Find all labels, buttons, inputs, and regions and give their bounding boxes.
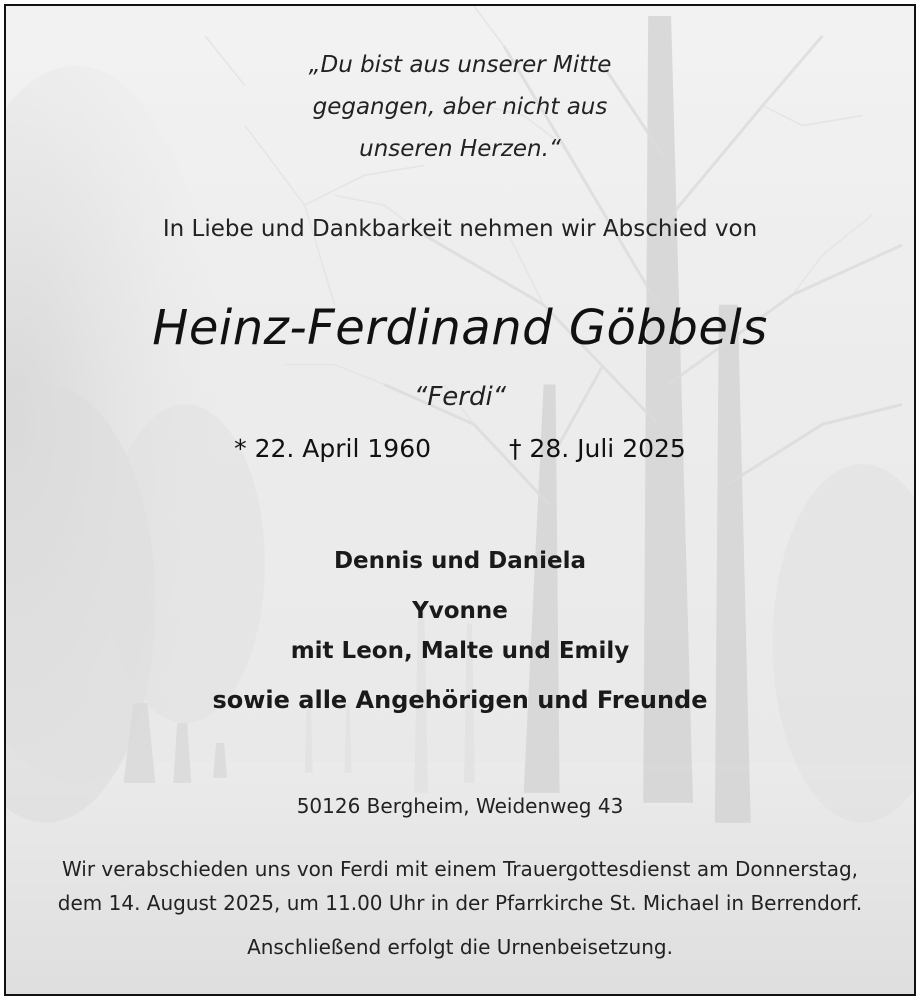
- obituary-notice: [4, 4, 916, 996]
- quote-line-2: gegangen, aber nicht aus: [312, 94, 608, 120]
- intro-text: In Liebe und Dankbarkeit nehmen wir Abschied von: [162, 216, 758, 242]
- service-line-1: Wir verabschieden uns von Ferdi mit einem Trauergottesdienst am Donnerstag,: [61, 857, 859, 881]
- service-line-2: dem 14. August 2025, um 11.00 Uhr in der Pfarrkirche St. Michael in Berrendorf.: [57, 891, 863, 915]
- mourner-line-1: Dennis und Daniela: [333, 548, 587, 574]
- life-dates: [6, 434, 914, 463]
- notice-text: [6, 6, 914, 994]
- mourner-line-4: sowie alle Angehörigen und Freunde: [212, 686, 708, 714]
- mourner-line-2: Yvonne: [412, 598, 508, 624]
- service-line-3: Anschließend erfolgt die Urnenbeisetzung.: [247, 935, 673, 959]
- family-address: 50126 Bergheim, Weidenweg 43: [296, 794, 624, 818]
- mourner-line-3: mit Leon, Malte und Emily: [290, 638, 630, 664]
- deceased-nickname: “Ferdi“: [413, 382, 507, 412]
- death-date: † 28. Juli 2025: [508, 434, 686, 463]
- quote-line-3: unseren Herzen.“: [359, 136, 561, 162]
- quote-line-1: „Du bist aus unserer Mitte: [308, 52, 612, 78]
- birth-date: * 22. April 1960: [234, 434, 432, 463]
- deceased-name: Heinz-Ferdinand Göbbels: [152, 300, 768, 356]
